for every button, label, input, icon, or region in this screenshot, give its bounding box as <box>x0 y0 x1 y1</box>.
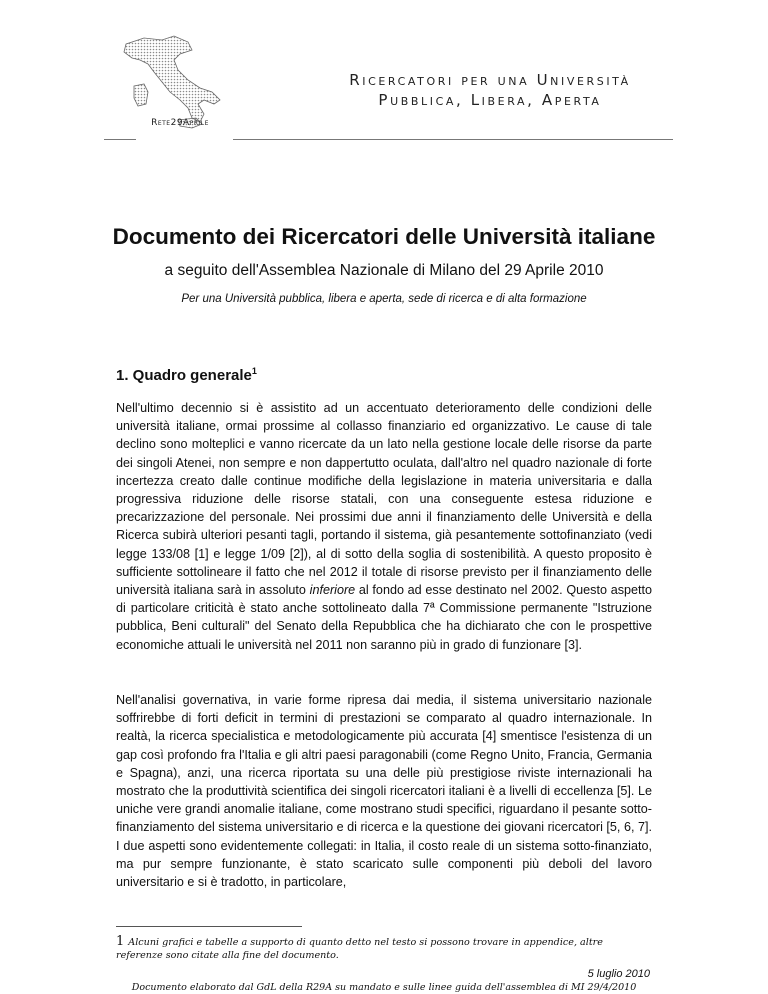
logo-label: Rete29Aprile <box>151 118 209 128</box>
document-title: Documento dei Ricercatori delle Università italiane <box>112 224 656 249</box>
paragraph-1-text: Nell'ultimo decennio si è assistito ad un accentuato deterioramento delle condizioni delle università italiane, ormai prossime al collasso finanziario ed organizzativo. Le cause di tale declino sono molteplici e vanno ricercate da un lato nella gestione locale delle risorse da parte dei singoli Atenei, non sempre e non dappertutto oculata, dall'altro nel quadro nazionale di forte incertezza creato dalle continue modifiche della legislazione in materia universitaria e dalla progressiva riduzione delle risorse statali, con una conseguente estesa riduzione e precarizzazione del personale. Nei prossimi due anni il finanziamento delle Università e della Ricerca subirà ulteriori pesanti tagli, portando il sistema, già pesantemente sottofinanziato (vedi legge 133/08 [1] e legge 1/09 [2]), al di sotto della soglia di sostenibilità. A questo proposito è sufficiente sottolineare il fatto che nel 2012 il totale di risorse previsto per il finanziamento delle università italiana sarà in assoluto <box>116 401 652 598</box>
header-rule-left <box>104 139 136 140</box>
header-title <box>280 70 700 110</box>
paragraph-1-emphasis: inferiore <box>309 583 356 598</box>
paragraph-1-tail: al fondo ad esse destinato nel 2002. Questo aspetto di particolare criticità è stato anche sottolineato dalla 7ª Commissione permanente "Istruzione pubblica, Beni culturali" del Senato della Repubblica che ha dichiarato che con le prospettive economiche attuali le università nel 2011 non saranno più in grado di funzionare [3]. <box>116 583 653 652</box>
footnote <box>116 935 652 962</box>
document-subtitle: a seguito dell'Assemblea Nazionale di Milano del 29 Aprile 2010 <box>164 262 604 279</box>
footnote-text: Alcuni grafici e tabelle a supporto di quanto detto nel testo si possono trovare in appendice, altre referenze sono citate alla fine del documento. <box>116 937 603 961</box>
section-heading <box>116 366 257 384</box>
footnote-ref: 1 <box>251 366 257 376</box>
paragraph-1 <box>116 399 652 654</box>
header-rule-right <box>233 139 673 140</box>
header-title-line2: Pubblica, Libera, Aperta <box>378 91 602 109</box>
footnote-number: 1 <box>116 934 125 949</box>
header-title-line1: Ricercatori per una Università <box>349 71 631 89</box>
footer-note: Documento elaborato dal GdL della R29A su mandato e sulle linee guida dell'assemblea di MI 29/4/2010 <box>131 982 637 993</box>
footer-date: 5 luglio 2010 <box>587 968 650 980</box>
section-heading-text: 1. Quadro generale <box>116 367 252 384</box>
document-tagline: Per una Università pubblica, libera e aperta, sede di ricerca e di alta formazione <box>181 293 587 305</box>
paragraph-2: Nell'analisi governativa, in varie forme ripresa dai media, il sistema universitario nazionale soffrirebbe di forti deficit in termini di prestazioni se comparato al quadro internazionale. In realtà, la ricerca specialistica e metodologicamente più accurata [4] smentisce l'esistenza di un gap così profondo fra l'Italia e gli altri paesi paragonabili (come Regno Unito, Francia, Germania e Spagna), anzi, una ricerca riportata su una delle più prestigiose riviste internazionali ha mostrato che la produttività scientifica dei singoli ricercatori italiani è a livelli di eccellenza [5]. Le uniche vere grandi anomalie italiane, come mostrano studi specifici, riguardano il pesante sotto-finanziamento del sistema universitario e di ricerca e la questione dei giovani ricercatori [5, 6, 7]. I due aspetti sono evidentemente collegati: in Italia, il costo reale di un sistema sotto-finanziato, ma pur sempre funzionante, è stato scaricato sulle componenti più deboli del lavoro universitario e si è tradotto, in particolare, <box>116 693 652 890</box>
footnote-divider <box>116 926 302 927</box>
